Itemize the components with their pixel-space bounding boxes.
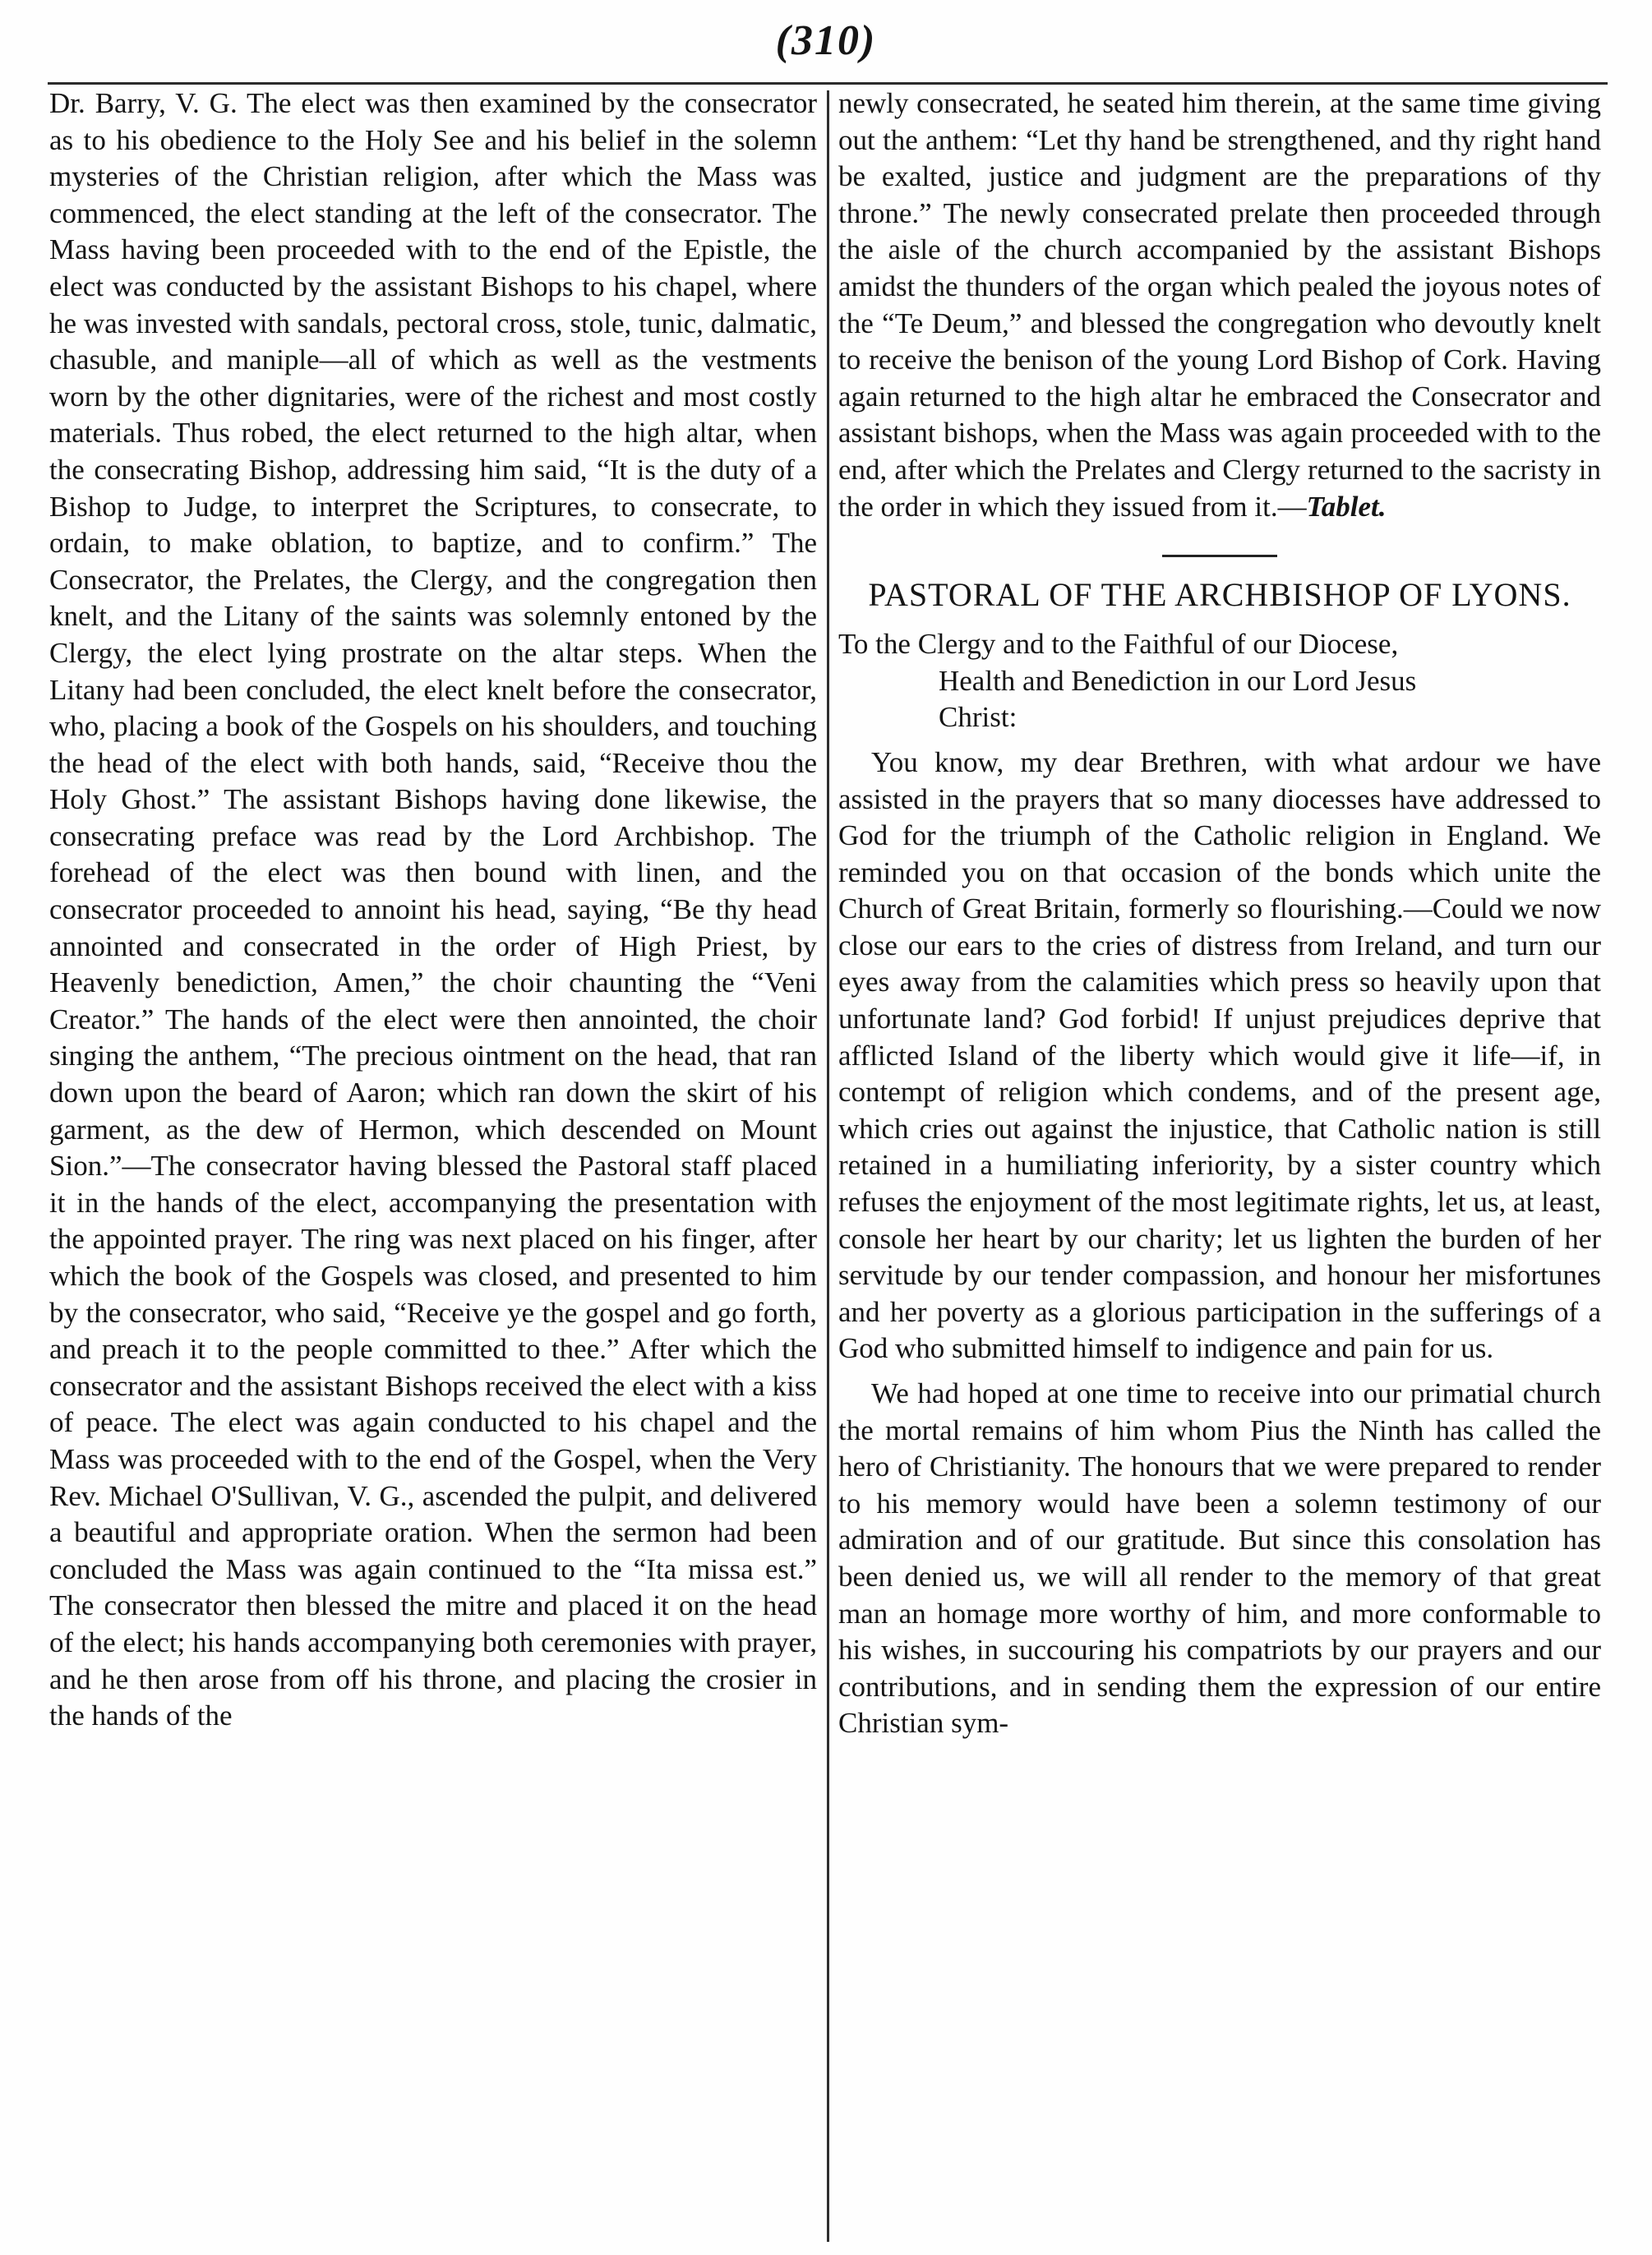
salutation-line-1: To the Clergy and to the Faithful of our Diocese, <box>838 628 1399 661</box>
article-title: PASTORAL OF THE ARCHBISHOP OF LYONS. <box>868 576 1571 614</box>
section-divider <box>1162 555 1277 557</box>
consecration-account-paragraph: Dr. Barry, V. G. The elect was then examined by the consecrator as to his obedience to the Holy See and his belief in the solemn mysteries of the Christian religion, after which the Mass was commenced, the elect standing at the left of the consecrator. The Mass having been proceeded with to the end of the Epistle, the elect was conducted by the assistant Bishops to his chapel, where he was invested with sandals, pectoral cross, stole, tunic, dalmatic, chasuble, and maniple—all of which as well as the vestments worn by the other dignitaries, were of the richest and most costly materials. Thus robed, the elect returned to the high altar, when the consecrating Bishop, addressing him said, “It is the duty of a Bishop to Judge, to interpret the Scriptures, to consecrate, to ordain, to make oblation, to baptize, and to confirm.” The Consecrator, the Prelates, the Clergy, and the congregation then knelt, and the Litany of the saints was solemnly entoned by the Clergy, the elect lying prostrate on the altar steps. When the Litany had been concluded, the elect knelt before the consecrator, who, placing a book of the Gospels on his shoulders, and touching the head of the elect with both hands, said, “Receive thou the Holy Ghost.” The assistant Bishops having done likewise, the consecrating preface was read by the Lord Archbishop. The forehead of the elect was then bound with linen, and the consecrator proceeded to annoint his head, saying, “Be thy head annointed and consecrated in the order of High Priest, by Heavenly benediction, Amen,” the choir chaunting the “Veni Creator.” The hands of the elect were then annointed, the choir singing the anthem, “The precious ointment on the head, that ran down upon the beard of Aaron; which ran down the skirt of his garment, as the dew of Hermon, which descended on Mount Sion.”—The consecrator having blessed the Pastoral staff placed it in the hands of the elect, accompanying the presentation with the appointed prayer. The ring was next placed on his finger, after which the book of the Gospels was closed, and presented to him by the consecrator, who said, “Receive ye the gospel and go forth, and preach it to the people committed to thee.” After which the consecrator and the assistant Bishops received the elect with a kiss of peace. The elect was again conducted to his chapel and the Mass was proceeded with to the end of the Gospel, when the Very Rev. Michael O'Sullivan, V. G., ascended the pulpit, and delivered a beautiful and appropriate oration. When the sermon had been concluded the Mass was again continued to the “Ita missa est.” The consecrator then blessed the mitre and placed it on the head of the elect; his hands accompanying both ceremonies with prayer, and he then arose from off his throne, and placing the crosier in the hands of the <box>49 87 817 1732</box>
pastoral-paragraph-1: You know, my dear Brethren, with what ardour we have assisted in the prayers that so many diocesses have addressed to God for the triumph of the Catholic religion in England. We reminded you on that occasion of the bonds which unite the Church of Great Britain, formerly so flourishing.—Could we now close our ears to the cries of distress from Ireland, and turn our eyes away from the calamities which press so heavily upon that unfortunate land? God forbid! If unjust prejudices deprive that afflicted Island of the liberty which would give it life—if, in contempt of religion which condems, and of the present age, which cries out against the injustice, that Catholic nation is still retained in a humiliating inferiority, by a sister country which refuses the enjoyment of the most legitimate rights, let us, at least, console her heart by our charity; let us lighten the burden of her servitude by our tender compassion, and honour her misfortunes and her poverty as a glorious participation in the sufferings of a God who submitted himself to indigence and pain for us. <box>838 745 1601 1365</box>
salutation-line-3: Christ: <box>939 701 1018 734</box>
left-column <box>49 85 817 1735</box>
salutation-line-2: Health and Benediction in our Lord Jesus <box>939 664 1417 697</box>
page-number: (310) <box>775 17 877 64</box>
continuation-text: newly consecrated, he seated him therein, at the same time giving out the anthem: “Let thy hand be strengthened, and thy right hand be exalted, justice and judgment are the preparations of thy throne.” The newly consecrated prelate then proceeded through the aisle of the church accompanied by the assistant Bishops amidst the thunders of the organ which pealed the joyous notes of the “Te Deum,” and blessed the congregation who devoutly knelt to receive the benison of the young Lord Bishop of Cork. Having again returned to the high altar he embraced the Consecrator and assistant bishops, when the Mass was again proceeded with to the end, after which the Prelates and Clergy returned to the sacristy in the order in which they issued from it.— <box>838 87 1601 523</box>
column-divider <box>827 90 829 2242</box>
right-column <box>838 85 1601 1742</box>
header-rule <box>48 82 1608 85</box>
consecration-continuation-paragraph <box>838 85 1601 525</box>
salutation <box>838 626 1601 736</box>
pastoral-paragraph-2: We had hoped at one time to receive into our primatial church the mortal remains of him whom Pius the Ninth has called the hero of Christianity. The honours that we were prepared to render to his memory would have been a solemn testimony of our admiration and of our gratitude. But since this consolation has been denied us, we will all render to the memory of that great man an homage more worthy of him, and more conformable to his wishes, in succouring his compatriots by our prayers and our contributions, and in sending them the expression of our entire Christian sym- <box>838 1377 1601 1740</box>
source-attribution: Tablet. <box>1306 490 1387 523</box>
